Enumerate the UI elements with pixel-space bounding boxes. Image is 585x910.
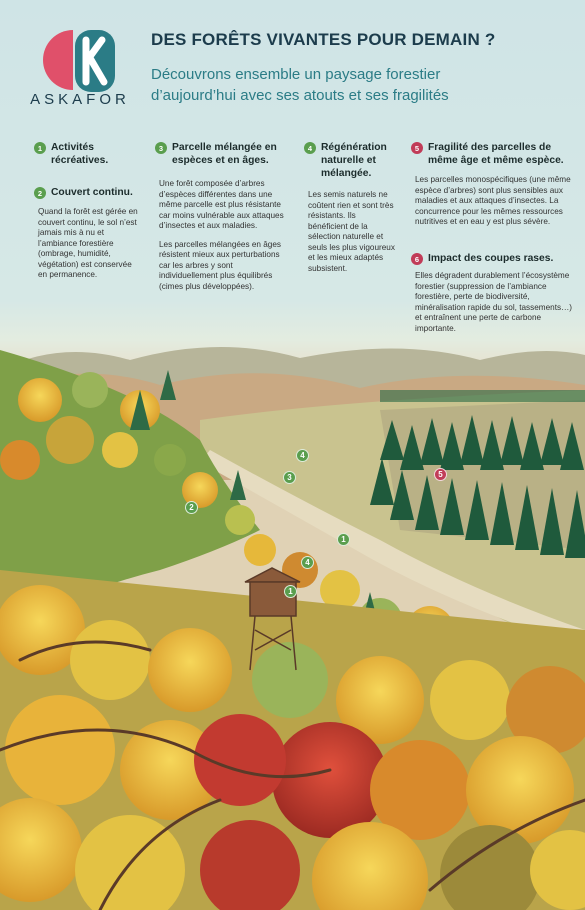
section-6-text: Elles dégradent durablement l’écosystème forestier (suppression de l’ambiance forestière, perte de biodiversité, minéralisation rapide du sol, tassements…) et entraînent une perte de carbone importante.: [415, 271, 572, 333]
section-1-title: Activités récréatives.: [51, 142, 109, 166]
map-marker-2: 2: [185, 501, 198, 514]
section-2-title: Couvert continu.: [51, 187, 133, 198]
section-5-title: Fragilité des parcelles de même âge et même espèce.: [428, 142, 564, 166]
map-marker-1: 1: [284, 585, 297, 598]
section-3-text-1: Une forêt composée d’arbres d’espèces différentes dans une même parcelle est plus résistante car moins vulnérable aux attaques d’insectes et aux maladies.: [159, 179, 284, 230]
section-4-text: Les semis naturels ne coûtent rien et sont très résistants. Ils bénéficient de la sélection naturelle et seuls les plus vigoureux et les mieux adaptés subsistent.: [308, 190, 395, 273]
map-marker-5: 5: [434, 468, 447, 481]
section-3-text-2: Les parcelles mélangées en âges résistent mieux aux perturbations car les arbres y sont individuellement plus équilibrés (cimes plus développées).: [159, 239, 281, 291]
map-marker-3: 3: [283, 471, 296, 484]
marker-2-icon: 2: [34, 187, 46, 199]
map-marker-4: 4: [296, 449, 309, 462]
section-4-title: Régénération naturelle et mélangée.: [321, 142, 387, 179]
subtitle-line-1: Découvrons ensemble un paysage forestier: [151, 66, 441, 83]
section-2-text: Quand la forêt est gérée en couvert continu, le sol n’est jamais mis à nu et l’ambiance forestière (ombrage, humidité, végétation) est conservée en permanence.: [38, 207, 138, 279]
marker-1-icon: 1: [34, 142, 46, 154]
section-2: [34, 186, 138, 289]
brand-name: ASKAFOR: [30, 91, 130, 108]
section-5-text: Les parcelles monospécifiques (une même espèce d’arbres) sont plus sensibles aux maladies et aux attaques d’insectes. La concurrence pour les mêmes ressources nutritives et en eau y est plus sévère.: [415, 175, 571, 226]
page-subtitle: [151, 64, 571, 106]
subtitle-line-2: d’aujourd’hui avec ses atouts et ses fragilités: [151, 87, 449, 104]
marker-4-icon: 4: [304, 142, 316, 154]
section-6-title: Impact des coupes rases.: [428, 253, 554, 264]
section-4: [304, 141, 396, 282]
map-marker-4: 4: [301, 556, 314, 569]
section-5: [411, 141, 573, 236]
section-3-title: Parcelle mélangée en espèces et en âges.: [172, 142, 277, 166]
forest-landscape-illustration: [0, 330, 585, 910]
section-1: [34, 141, 136, 167]
marker-3-icon: 3: [155, 142, 167, 154]
marker-5-icon: 5: [411, 142, 423, 154]
page-title: DES FORÊTS VIVANTES POUR DEMAIN ?: [151, 30, 496, 49]
section-3: [155, 141, 285, 300]
map-marker-1: 1: [337, 533, 350, 546]
marker-6-icon: 6: [411, 253, 423, 265]
section-6: [411, 252, 573, 342]
